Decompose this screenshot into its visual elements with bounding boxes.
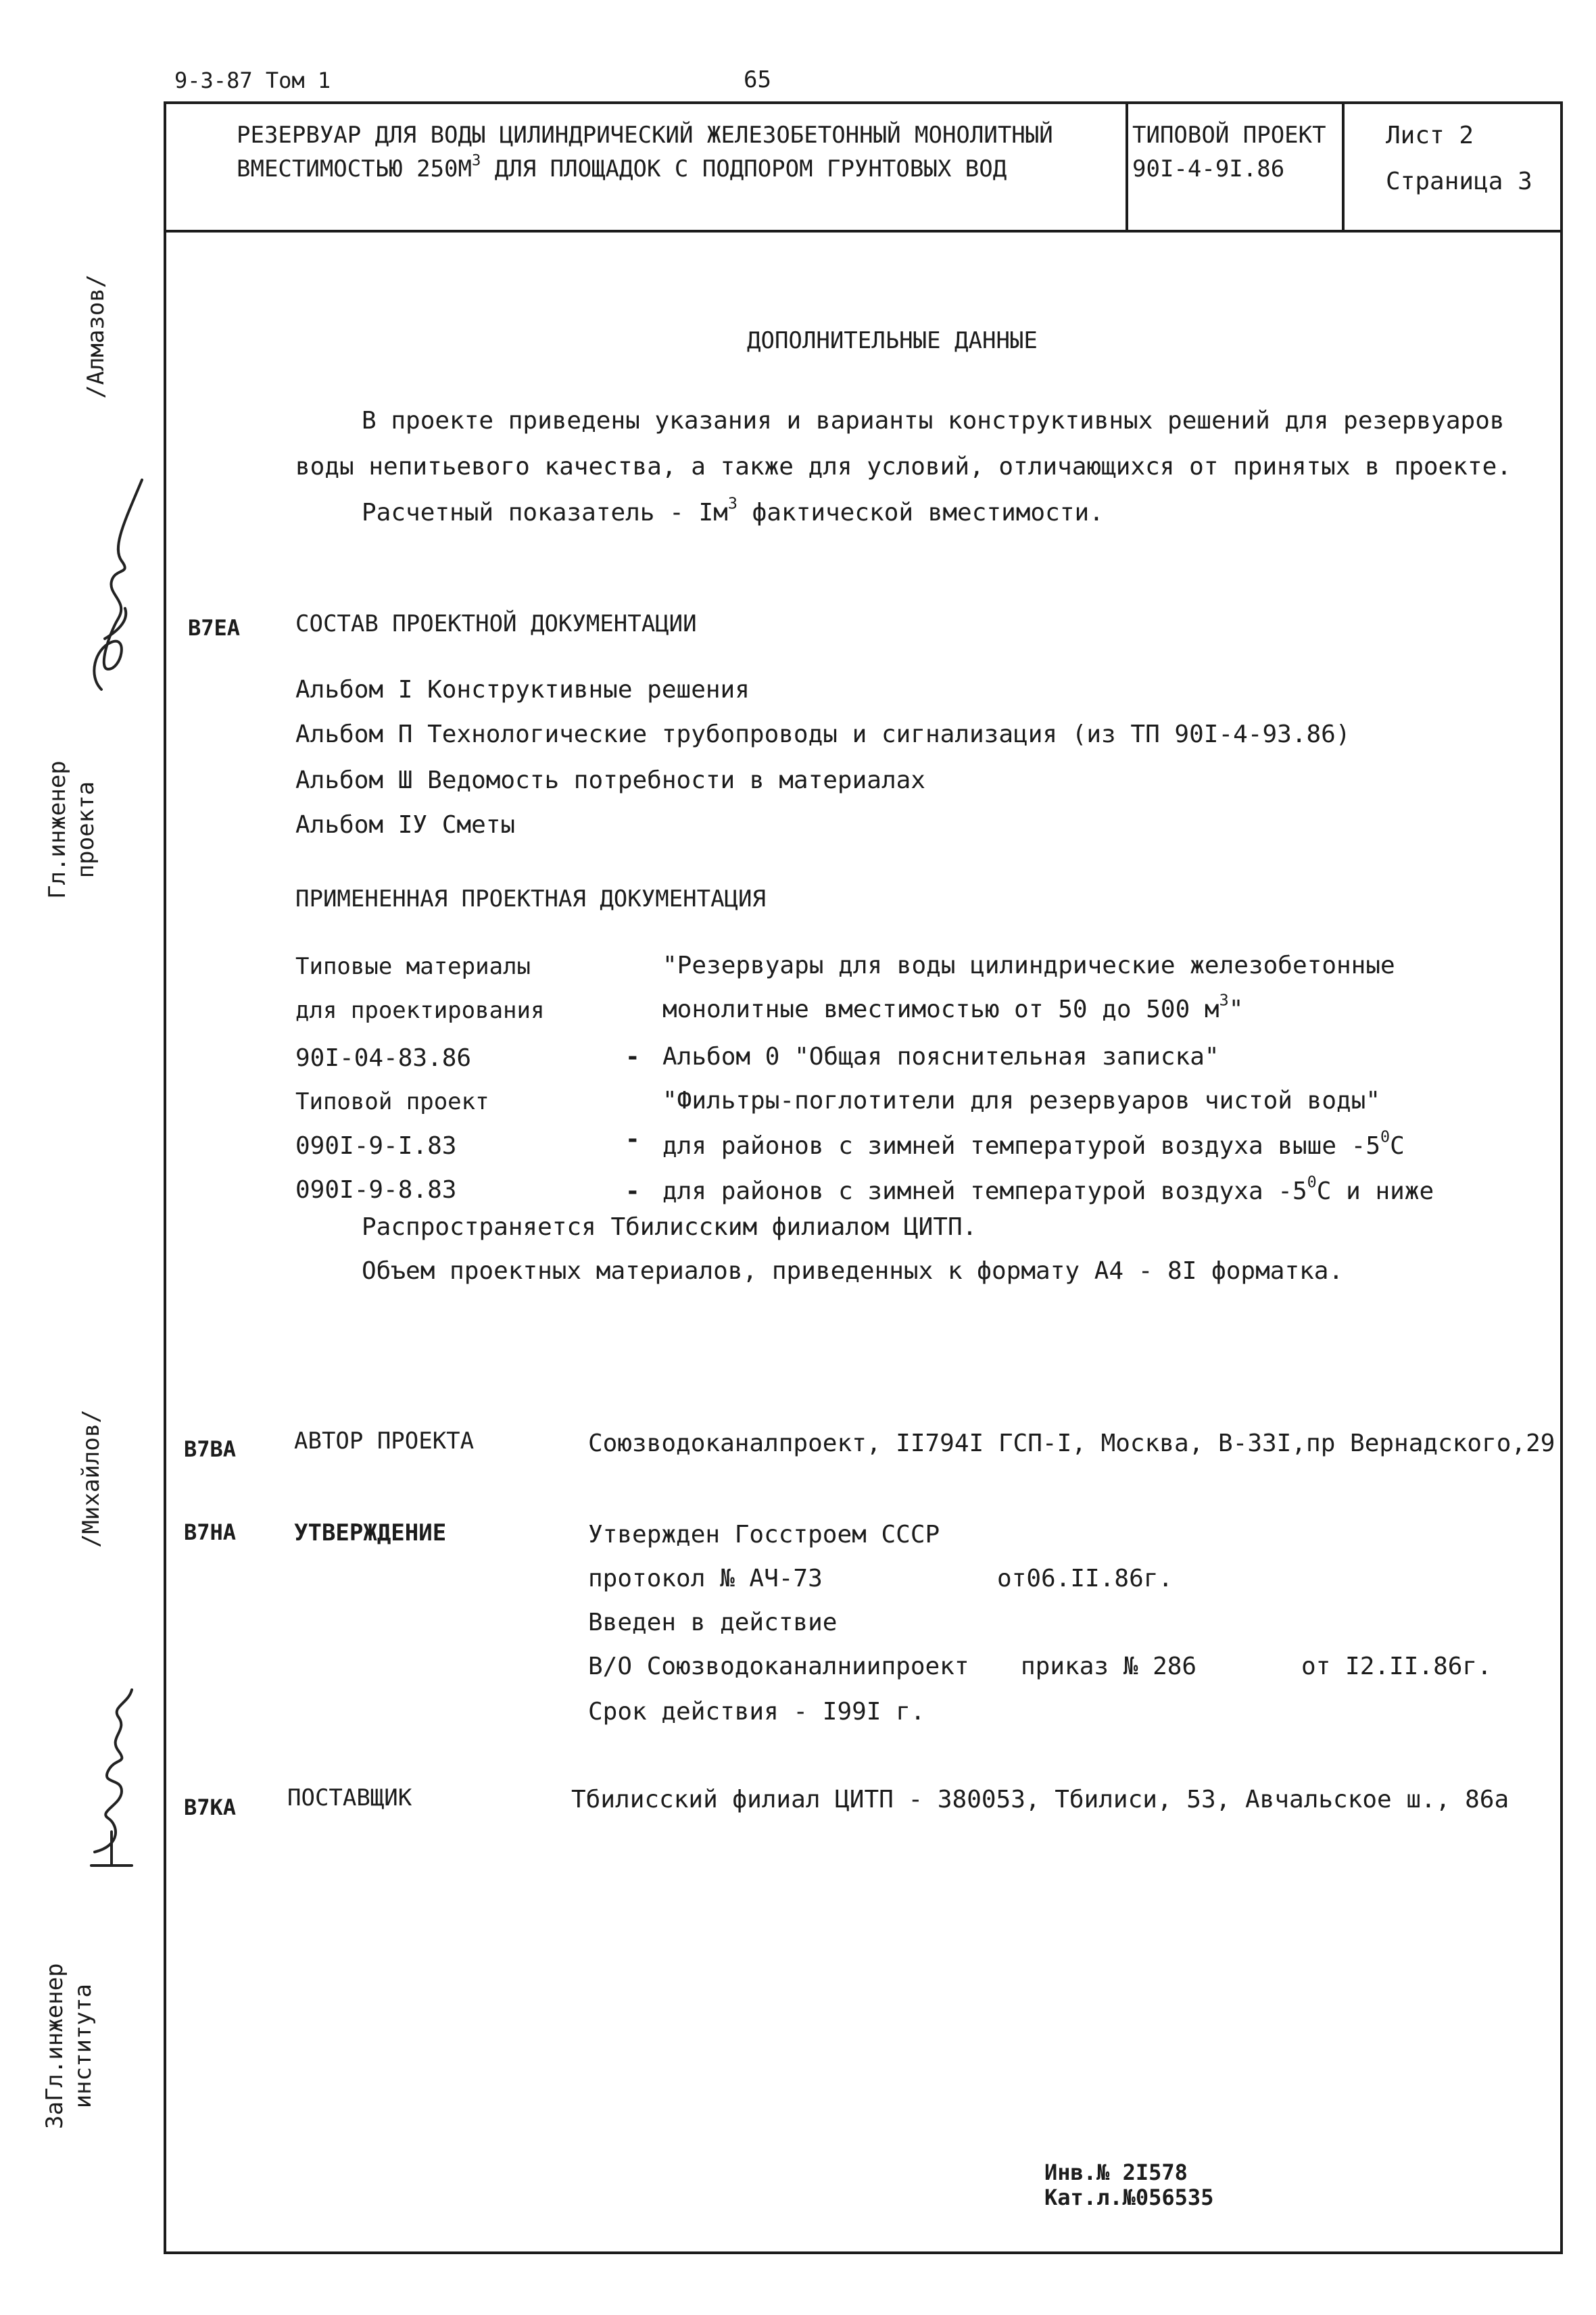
page-label: Страница 3 [1386,168,1532,195]
code-b7ka: В7КА [184,1795,237,1820]
approval-label: УТВЕРЖДЕНИЕ [294,1519,447,1546]
album-2: Альбом П Технологические трубопроводы и сигнализация (из ТП 90I-4-93.86) [295,721,1351,748]
signer-mikhailov: /Михайлов/ [78,1409,105,1548]
para2: Расчетный показатель - $Iм^3$ фактической вместимости. [362,493,1104,527]
album-4: Альбом IУ Сметы [295,811,516,839]
author-value: Союзводоканалпроект, II794I ГСП-I, Москва, В-33I,пр Вернадского,29 [588,1430,1555,1457]
supplier-label: ПОСТАВЩИК [287,1784,412,1811]
title-line-1: РЕЗЕРВУАР ДЛЯ ВОДЫ ЦИЛИНДРИЧЕСКИЙ ЖЕЛЕЗОБЕТОННЫЙ МОНОЛИТНЫЙ [237,122,1053,149]
project-label: ТИПОВОЙ ПРОЕКТ [1132,122,1326,149]
para1-line2: воды непитьевого качества, а также для условий, отличающихся от принятых в проекте. [295,453,1512,481]
album-1: Альбом I Конструктивные решения [295,676,750,704]
title-block-separator-2 [1342,101,1345,231]
title-line-2: ВМЕСТИМОСТЬЮ $250М^3$ ДЛЯ ПЛОЩАДОК С ПОДПОРОМ ГРУНТОВЫХ ВОД [237,151,1007,182]
approval-validity: Срок действия - I99I г. [588,1698,925,1726]
code-b7na: В7НА [184,1519,237,1545]
album-3: Альбом Ш Ведомость потребности в материалах [295,766,925,794]
applied-r1-left: Типовые материалы [295,953,531,980]
volume-note: Объем проектных материалов, приведенных к формату А4 - 8I форматка. [362,1257,1344,1285]
applied-r1-right: "Резервуары для воды цилиндрические железобетонные [662,952,1395,979]
title-block-divider [164,230,1563,233]
approval-protocol: протокол № АЧ-73 [588,1565,823,1592]
applied-r6-left: 090I-9-8.83 [295,1176,457,1204]
applied-r5-dash: - [625,1125,640,1153]
section-heading-additional: ДОПОЛНИТЕЛЬНЫЕ ДАННЫЕ [747,327,1038,354]
applied-r2-left: для проектирования [295,997,545,1024]
section-heading-applied: ПРИМЕНЕННАЯ ПРОЕКТНАЯ ДОКУМЕНТАЦИЯ [295,885,766,912]
section-heading-composition: СОСТАВ ПРОЕКТНОЙ ДОКУМЕНТАЦИИ [295,610,697,637]
catalog-number: Кат.л.№056535 [1044,2185,1214,2210]
sheet-number: Лист 2 [1386,122,1474,149]
applied-r3-left: 90I-04-83.86 [295,1044,472,1072]
chief-engineer-project: Гл.инженер проекта [44,760,99,899]
applied-r2-right: монолитные вместимостью от 50 до 500 $м^3$" [662,990,1244,1023]
para1-line1: В проекте приведены указания и варианты конструктивных решений для резервуаров [362,407,1505,435]
chief-engineer-institute: ЗаГл.инженер института [41,1963,97,2129]
applied-r5-right: для районов с зимней температурой воздуха выше $-5^0С$ [662,1127,1405,1160]
series-volume: 9-3-87 Том 1 [174,68,331,93]
page-number: 65 [744,66,771,93]
title-block-separator-1 [1126,101,1128,231]
signature-mikhailov [81,1649,149,1872]
inventory-number: Инв.№ 2I578 [1044,2160,1188,2185]
author-label: АВТОР ПРОЕКТА [294,1428,475,1455]
code-b7ea: В7ЕА [188,615,241,641]
approval-line-3: Введен в действие [588,1609,838,1636]
applied-r5-left: 090I-9-I.83 [295,1132,457,1160]
approval-org: В/О Союзводоканалниипроект [588,1653,969,1680]
signature-almazov [81,473,149,696]
distributed-note: Распространяется Тбилисским филиалом ЦИТП. [362,1213,977,1241]
applied-r6-right: для районов с зимней температурой воздуха $-5^0С$ и ниже [662,1172,1434,1205]
applied-r3-right: Альбом 0 "Общая пояснительная записка" [662,1043,1219,1071]
approval-line-1: Утвержден Госстроем СССР [588,1521,940,1549]
applied-r6-dash: - [625,1177,640,1205]
approval-order-date: от I2.II.86г. [1301,1653,1492,1680]
applied-r4-right: "Фильтры-поглотители для резервуаров чистой воды" [662,1087,1381,1115]
signer-almazov: /Алмазов/ [82,274,110,399]
code-b7va: В7ВА [184,1436,237,1462]
approval-order: приказ № 286 [1021,1653,1197,1680]
applied-r3-dash: - [625,1043,640,1071]
applied-r4-left: Типовой проект [295,1088,489,1115]
project-code: 90I-4-9I.86 [1132,155,1285,182]
approval-protocol-date: от06.II.86г. [997,1565,1174,1592]
supplier-value: Тбилисский филиал ЦИТП - 380053, Тбилиси, 53, Авчальское ш., 86а [571,1786,1509,1813]
